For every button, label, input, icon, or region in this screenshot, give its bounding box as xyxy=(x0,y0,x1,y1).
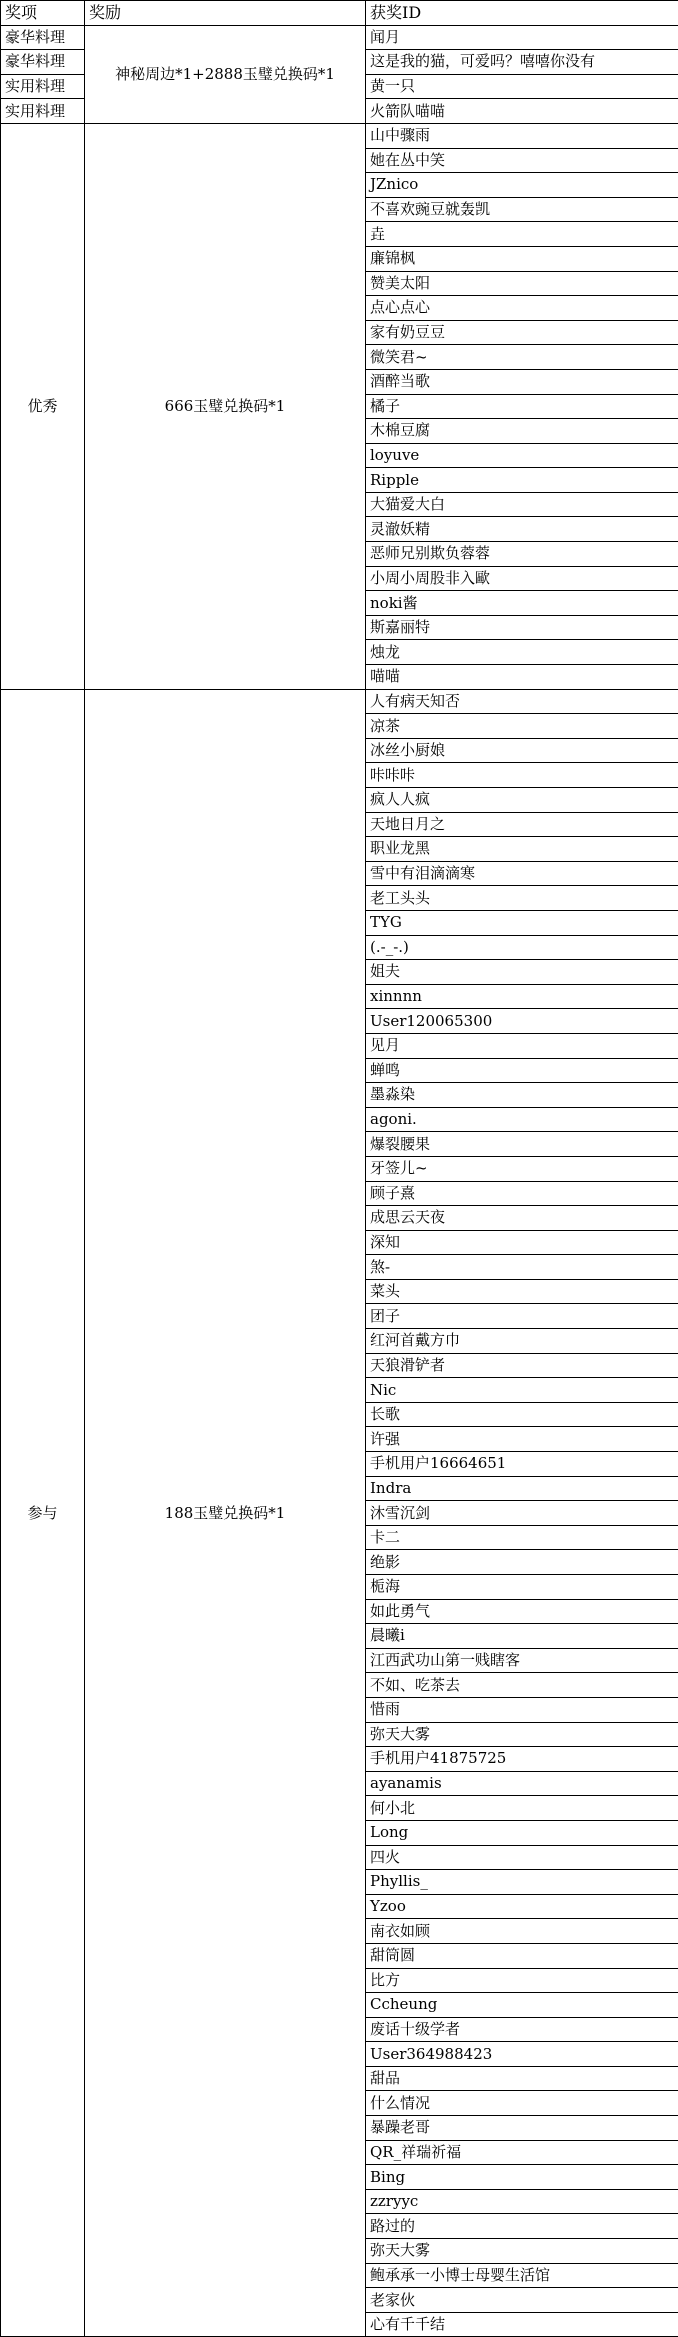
winner-id-cell: 疯人人疯 xyxy=(366,788,678,813)
winner-id-cell: 职业龙黑 xyxy=(366,837,678,862)
winner-id-cell: 家有奶豆豆 xyxy=(366,320,678,345)
winner-id-cell: TYG xyxy=(366,910,678,935)
winner-id-cell: Long xyxy=(366,1820,678,1845)
award-cell: 豪华料理 xyxy=(1,50,85,75)
winner-id-cell: 老工头头 xyxy=(366,886,678,911)
winner-id-cell: 暴躁老哥 xyxy=(366,2116,678,2141)
winner-id-cell: 卡二 xyxy=(366,1525,678,1550)
winner-id-cell: 鲍承承一小博士母婴生活馆 xyxy=(366,2263,678,2288)
winner-id-cell: 成思云天夜 xyxy=(366,1206,678,1231)
winner-id-cell: 这是我的猫，可爱吗？嘻嘻你没有 xyxy=(366,50,678,75)
winner-id-cell: 菜头 xyxy=(366,1279,678,1304)
reward-cell: 188玉璧兑换码*1 xyxy=(85,689,366,2337)
award-cell: 优秀 xyxy=(1,123,85,689)
winner-id-cell: 甜品 xyxy=(366,2066,678,2091)
winner-id-cell: 惜雨 xyxy=(366,1697,678,1722)
winner-id-cell: 雪中有泪滴滴寒 xyxy=(366,861,678,886)
reward-cell: 神秘周边*1+2888玉璧兑换码*1 xyxy=(85,25,366,123)
winner-id-cell: 牙签儿~ xyxy=(366,1156,678,1181)
winner-id-cell: 天地日月之 xyxy=(366,812,678,837)
winner-id-cell: 天狼滑铲者 xyxy=(366,1353,678,1378)
header-row xyxy=(1,1,678,26)
winner-id-cell: 斯嘉丽特 xyxy=(366,615,678,640)
winner-id-cell: 煞- xyxy=(366,1255,678,1280)
winner-id-cell: JZnico xyxy=(366,173,678,198)
winner-id-cell: 绝影 xyxy=(366,1550,678,1575)
winner-id-cell: 酒醉当歌 xyxy=(366,369,678,394)
winner-id-cell: QR_祥瑞祈福 xyxy=(366,2140,678,2165)
winner-id-cell: 大猫爱大白 xyxy=(366,492,678,517)
winner-id-cell: 微笑君~ xyxy=(366,345,678,370)
award-cell: 实用料理 xyxy=(1,74,85,99)
award-cell: 实用料理 xyxy=(1,99,85,124)
winner-id-cell: Phyllis_ xyxy=(366,1870,678,1895)
winner-id-cell: 如此勇气 xyxy=(366,1599,678,1624)
winner-id-cell: 顾子熹 xyxy=(366,1181,678,1206)
winner-id-cell: Yzoo xyxy=(366,1894,678,1919)
header-winner-id: 获奖ID xyxy=(366,1,678,26)
winner-id-cell: xinnnn xyxy=(366,984,678,1009)
winner-id-cell: 团子 xyxy=(366,1304,678,1329)
winner-id-cell: 恶师兄别欺负蓉蓉 xyxy=(366,542,678,567)
winner-id-cell: 见月 xyxy=(366,1033,678,1058)
winner-id-cell: 深知 xyxy=(366,1230,678,1255)
winner-id-cell: 人有病天知否 xyxy=(366,689,678,714)
winner-id-cell: 老家伙 xyxy=(366,2288,678,2313)
winner-id-cell: 凉茶 xyxy=(366,714,678,739)
winner-id-cell: 烛龙 xyxy=(366,640,678,665)
winner-id-cell: loyuve xyxy=(366,443,678,468)
award-cell: 参与 xyxy=(1,689,85,2337)
reward-cell: 666玉璧兑换码*1 xyxy=(85,123,366,689)
winner-id-cell: 姐夫 xyxy=(366,960,678,985)
winner-id-cell: 何小北 xyxy=(366,1796,678,1821)
winner-id-cell: 什么情况 xyxy=(366,2091,678,2116)
winner-id-cell: 甜筒圆 xyxy=(366,1943,678,1968)
winner-id-cell: 手机用户41875725 xyxy=(366,1747,678,1772)
winner-id-cell: noki酱 xyxy=(366,591,678,616)
winner-id-cell: 手机用户16664651 xyxy=(366,1452,678,1477)
header-award: 奖项 xyxy=(1,1,85,26)
winner-id-cell: 废话十级学者 xyxy=(366,2017,678,2042)
winner-id-cell: 橘子 xyxy=(366,394,678,419)
table-row xyxy=(1,123,678,148)
winner-id-cell: 不喜欢豌豆就轰凯 xyxy=(366,197,678,222)
winner-id-cell: 爆裂腰果 xyxy=(366,1132,678,1157)
winner-id-cell: Bing xyxy=(366,2165,678,2190)
winner-id-cell: 路过的 xyxy=(366,2214,678,2239)
winner-id-cell: 红河首戴方巾 xyxy=(366,1329,678,1354)
winner-id-cell: 山中骤雨 xyxy=(366,123,678,148)
winner-id-cell: agoni. xyxy=(366,1107,678,1132)
winner-id-cell: 蝉鸣 xyxy=(366,1058,678,1083)
winner-id-cell: 比方 xyxy=(366,1968,678,1993)
winner-id-cell: 四火 xyxy=(366,1845,678,1870)
winner-id-cell: 墨淼染 xyxy=(366,1083,678,1108)
winner-id-cell: 晨曦i xyxy=(366,1624,678,1649)
winner-id-cell: 许强 xyxy=(366,1427,678,1452)
winner-id-cell: User364988423 xyxy=(366,2042,678,2067)
winner-id-cell: 火箭队喵喵 xyxy=(366,99,678,124)
winner-id-cell: 心有千千结 xyxy=(366,2312,678,2337)
winner-id-cell: 闻月 xyxy=(366,25,678,50)
winner-id-cell: 点心点心 xyxy=(366,296,678,321)
winner-id-cell: 木棉豆腐 xyxy=(366,419,678,444)
winner-id-cell: User120065300 xyxy=(366,1009,678,1034)
winner-id-cell: 不如、吃茶去 xyxy=(366,1673,678,1698)
winner-id-cell: Indra xyxy=(366,1476,678,1501)
winner-id-cell: 弥天大雾 xyxy=(366,2239,678,2264)
table-row xyxy=(1,25,678,50)
winner-id-cell: 垚 xyxy=(366,222,678,247)
winner-id-cell: 赞美太阳 xyxy=(366,271,678,296)
award-cell: 豪华料理 xyxy=(1,25,85,50)
winner-id-cell: Nic xyxy=(366,1378,678,1403)
winner-id-cell: zzryyc xyxy=(366,2189,678,2214)
winner-id-cell: 弥天大雾 xyxy=(366,1722,678,1747)
winner-id-cell: 南衣如顾 xyxy=(366,1919,678,1944)
winner-id-cell: 长歌 xyxy=(366,1402,678,1427)
winner-id-cell: Ripple xyxy=(366,468,678,493)
winner-id-cell: 江西武功山第一贱瞎客 xyxy=(366,1648,678,1673)
winner-id-cell: 黄一只 xyxy=(366,74,678,99)
winner-id-cell: 栀海 xyxy=(366,1575,678,1600)
winner-id-cell: 小周小周股非入歐 xyxy=(366,566,678,591)
header-reward: 奖励 xyxy=(85,1,366,26)
winner-id-cell: (.-_-.) xyxy=(366,935,678,960)
winner-id-cell: Ccheung xyxy=(366,1993,678,2018)
winner-id-cell: 廉锦枫 xyxy=(366,246,678,271)
winner-id-cell: 她在丛中笑 xyxy=(366,148,678,173)
table-row xyxy=(1,689,678,714)
winner-id-cell: 喵喵 xyxy=(366,665,678,690)
winner-id-cell: ayanamis xyxy=(366,1771,678,1796)
winner-id-cell: 沐雪沉剑 xyxy=(366,1501,678,1526)
winner-id-cell: 冰丝小厨娘 xyxy=(366,738,678,763)
winner-id-cell: 灵澈妖精 xyxy=(366,517,678,542)
winner-id-cell: 咔咔咔 xyxy=(366,763,678,788)
